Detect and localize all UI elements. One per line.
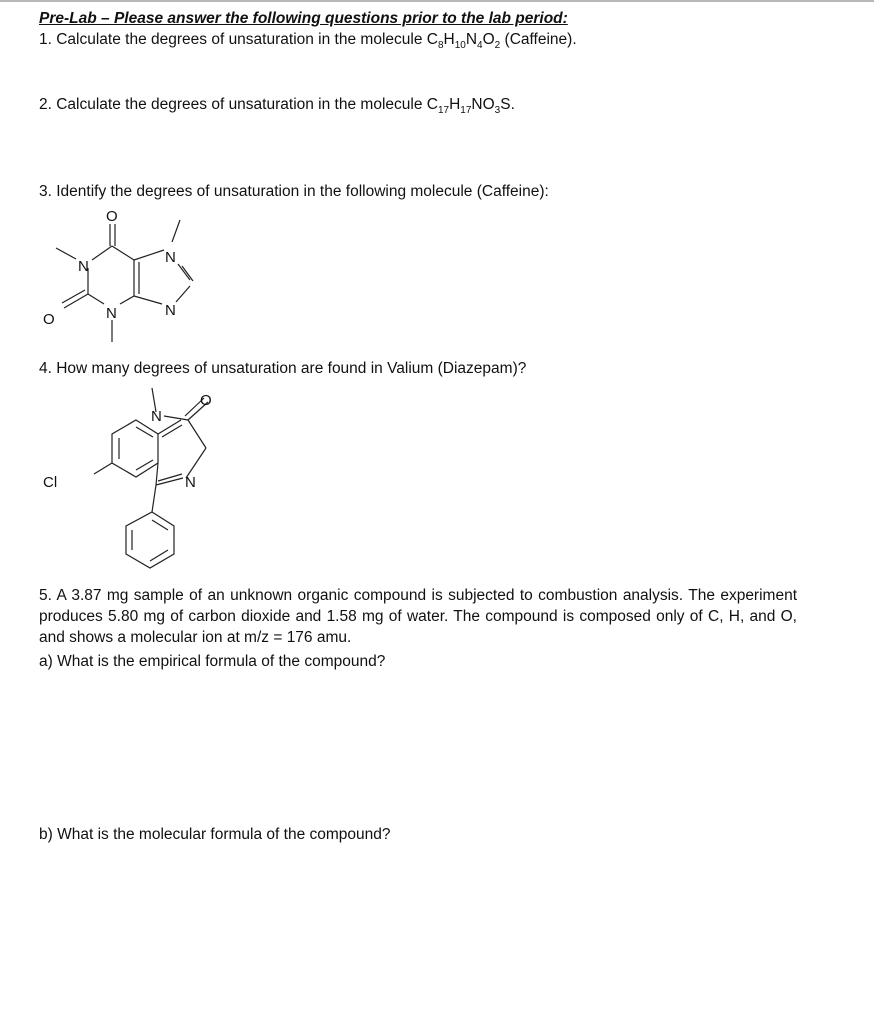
bond	[164, 416, 188, 420]
bond	[88, 294, 104, 304]
formula-subscript: 10	[454, 40, 466, 52]
formula-element: N	[471, 96, 483, 113]
formula-element: O	[482, 31, 495, 48]
formula-element: C	[426, 96, 438, 113]
bond	[92, 246, 112, 260]
formula-subscript: 8	[437, 40, 444, 52]
question-2-suffix: .	[510, 96, 515, 113]
formula-element: H	[443, 31, 455, 48]
formula-subscript: 2	[494, 40, 501, 52]
bond	[56, 248, 76, 259]
formula-subscript: 17	[460, 105, 472, 117]
bond	[182, 266, 193, 281]
caffeine-n1-label: N	[78, 258, 89, 275]
bond	[152, 485, 156, 512]
question-2-prefix: 2. Calculate the degrees of unsaturation in the molecule	[39, 96, 427, 113]
bond	[178, 264, 190, 280]
bond	[188, 420, 206, 448]
caffeine-structure	[40, 202, 210, 352]
question-1-suffix: (Caffeine).	[500, 31, 577, 48]
bond	[156, 478, 183, 485]
bond	[176, 286, 190, 302]
bond	[134, 250, 164, 260]
bond	[62, 290, 85, 303]
bond	[156, 463, 158, 485]
phenyl-ring	[126, 512, 174, 568]
bond	[120, 296, 134, 304]
bond	[64, 294, 88, 308]
bond	[152, 520, 168, 530]
page-top-border	[0, 0, 874, 2]
bond	[112, 246, 134, 260]
diazepam-o-label: O	[200, 392, 212, 409]
question-4: 4. How many degrees of unsaturation are found in Valium (Diazepam)?	[39, 360, 527, 377]
formula-element: O	[482, 96, 495, 113]
formula-subscript: 4	[477, 40, 483, 52]
bond	[158, 474, 182, 481]
caffeine-n7-label: N	[165, 249, 176, 266]
question-1-prefix: 1. Calculate the degrees of unsaturation in the molecule	[39, 31, 427, 48]
formula-element: N	[465, 31, 478, 48]
prelab-header: Pre-Lab – Please answer the following questions prior to the lab period:	[39, 10, 568, 27]
caffeine-o-top-label: O	[106, 208, 118, 225]
formula-element: H	[449, 96, 461, 113]
caffeine-o-left-label: O	[43, 311, 55, 328]
question-5: 5. A 3.87 mg sample of an unknown organic compound is subjected to combustion analysis. The experiment produces 5.80 mg of carbon dioxide and 1.58 mg of water. The compound is composed only of C, H, and O, and shows a molecular ion at m/z = 176 amu.	[39, 587, 797, 646]
diazepam-structure	[38, 380, 228, 580]
diazepam-n-imine-label: N	[185, 474, 196, 491]
question-5a: a) What is the empirical formula of the compound?	[39, 653, 386, 670]
bond	[134, 296, 162, 304]
question-3: 3. Identify the degrees of unsaturation in the following molecule (Caffeine):	[39, 183, 549, 200]
diazepam-cl-label: Cl	[43, 474, 58, 491]
caffeine-formula	[426, 31, 501, 52]
diazepam-n-amide-label: N	[151, 408, 162, 425]
caffeine-n9-label: N	[165, 302, 176, 319]
bond	[162, 425, 182, 437]
caffeine-n3-label: N	[106, 305, 117, 322]
bond	[172, 220, 180, 242]
formula-element: C	[426, 31, 438, 48]
formula-subscript: 3	[494, 105, 501, 117]
formula-subscript: 17	[437, 105, 450, 117]
formula-element: S	[500, 96, 511, 113]
question-1	[39, 29, 577, 56]
question-5b: b) What is the molecular formula of the compound?	[39, 826, 391, 843]
bond	[94, 463, 112, 474]
question-2	[39, 94, 515, 121]
molecule-formula	[426, 96, 511, 117]
